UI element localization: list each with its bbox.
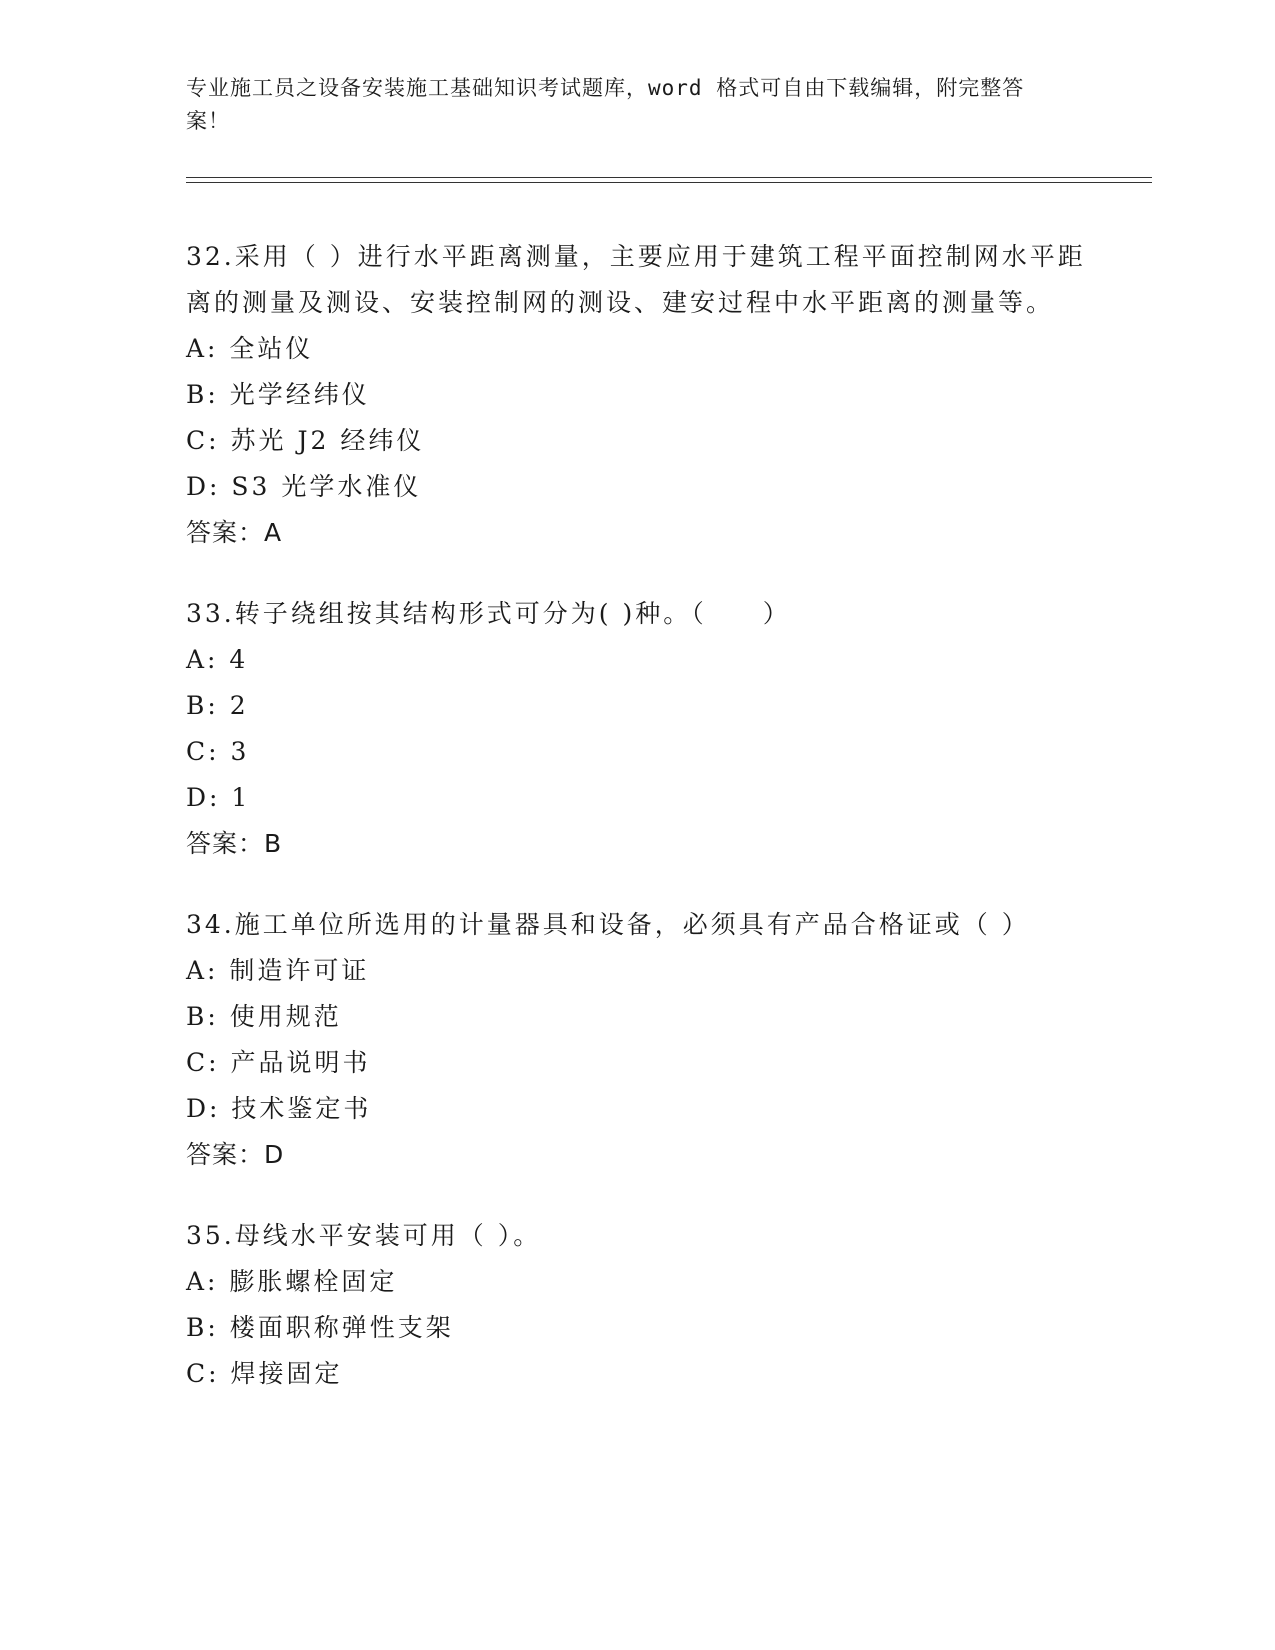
option-c: C: 焊接固定 bbox=[186, 1359, 343, 1388]
option-d: D: 技术鉴定书 bbox=[186, 1094, 372, 1123]
question-stem: 33.转子绕组按其结构形式可分为( )种。（ ） bbox=[186, 599, 791, 628]
question-35 bbox=[186, 1213, 1086, 1397]
option-c: C: 产品说明书 bbox=[186, 1048, 371, 1077]
header-divider-bottom bbox=[186, 182, 1152, 183]
question-stem: 35.母线水平安装可用（ ）。 bbox=[186, 1221, 542, 1250]
header-divider-top bbox=[186, 177, 1152, 178]
option-b: B: 使用规范 bbox=[186, 1002, 342, 1031]
question-stem: 32.采用（ ）进行水平距离测量，主要应用于建筑工程平面控制网水平距离的测量及测设、安装控制网的测设、建安过程中水平距离的测量等。 bbox=[186, 242, 1086, 317]
answer-line: 答案：B bbox=[186, 829, 283, 858]
option-c: C: 苏光 J2 经纬仪 bbox=[186, 426, 425, 455]
option-a: A: 膨胀螺栓固定 bbox=[186, 1267, 398, 1296]
option-c: C: 3 bbox=[186, 737, 250, 766]
option-a: A: 全站仪 bbox=[186, 334, 314, 363]
question-list bbox=[186, 234, 1086, 1432]
option-b: B: 楼面职称弹性支架 bbox=[186, 1313, 454, 1342]
option-b: B: 2 bbox=[186, 691, 249, 720]
option-a: A: 制造许可证 bbox=[186, 956, 370, 985]
option-a: A: 4 bbox=[186, 645, 249, 674]
question-32 bbox=[186, 234, 1086, 556]
option-d: D: 1 bbox=[186, 783, 251, 812]
option-b: B: 光学经纬仪 bbox=[186, 380, 370, 409]
answer-line: 答案：A bbox=[186, 518, 283, 547]
option-d: D: S3 光学水准仪 bbox=[186, 472, 422, 501]
document-header: 专业施工员之设备安装施工基础知识考试题库，word 格式可自由下载编辑，附完整答案！ bbox=[186, 76, 1025, 133]
answer-line: 答案：D bbox=[186, 1140, 285, 1169]
question-stem: 34.施工单位所选用的计量器具和设备，必须具有产品合格证或（ ） bbox=[186, 910, 1030, 939]
question-33 bbox=[186, 591, 1086, 867]
question-34 bbox=[186, 902, 1086, 1178]
